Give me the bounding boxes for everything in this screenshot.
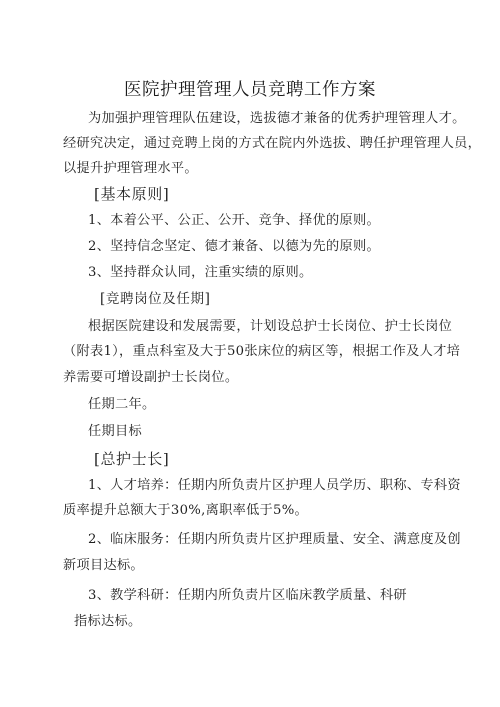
positions-line-1: 根据医院建设和发展需要，计划设总护士长岗位、护士长岗位 [88, 319, 453, 334]
positions-line-3: 养需要可增设副护士长岗位。 [63, 370, 239, 385]
head-nurse-item-1-line-1: 1、人才培养：任期内所负责片区护理人员学历、职称、专科资 [88, 478, 461, 493]
intro-line-1: 为加强护理管理队伍建设，选拔德才兼备的优秀护理管理人才。 [88, 111, 466, 126]
principle-item-1: 1、本着公平、公正、公开、竞争、择优的原则。 [88, 213, 380, 228]
section-heading-head-nurse: [总护士长] [94, 450, 170, 468]
head-nurse-item-3-line-1: 3、教学科研：任期内所负责片区临床教学质量、科研 [88, 588, 407, 603]
section-heading-positions: [竞聘岗位及任期] [100, 291, 211, 307]
positions-line-2: （附表1），重点科室及大于50张床位的病区等，根据工作及人才培 [63, 344, 461, 359]
head-nurse-item-2-line-2: 新项目达标。 [63, 558, 144, 573]
document-title: 医院护理管理人员竞聘工作方案 [124, 80, 376, 100]
principle-item-3: 3、坚持群众认同，注重实绩的原则。 [88, 265, 313, 280]
section-heading-principles: [基本原则] [94, 185, 170, 203]
head-nurse-item-3-line-2: 指标达标。 [74, 614, 142, 629]
head-nurse-item-2-line-1: 2、临床服务：任期内所负责片区护理质量、安全、满意度及创 [88, 532, 461, 547]
intro-line-3: 以提升护理管理水平。 [63, 161, 198, 176]
term-text: 任期二年。 [88, 397, 156, 412]
head-nurse-item-1-line-2: 质率提升总额大于30%,离职率低于5%。 [63, 503, 309, 518]
principle-item-2: 2、坚持信念坚定、德才兼备、以德为先的原则。 [88, 239, 380, 254]
intro-line-2: 经研究决定，通过竞聘上岗的方式在院内外选拔、聘任护理管理人员， [63, 136, 482, 151]
goal-label: 任期目标 [88, 424, 142, 439]
